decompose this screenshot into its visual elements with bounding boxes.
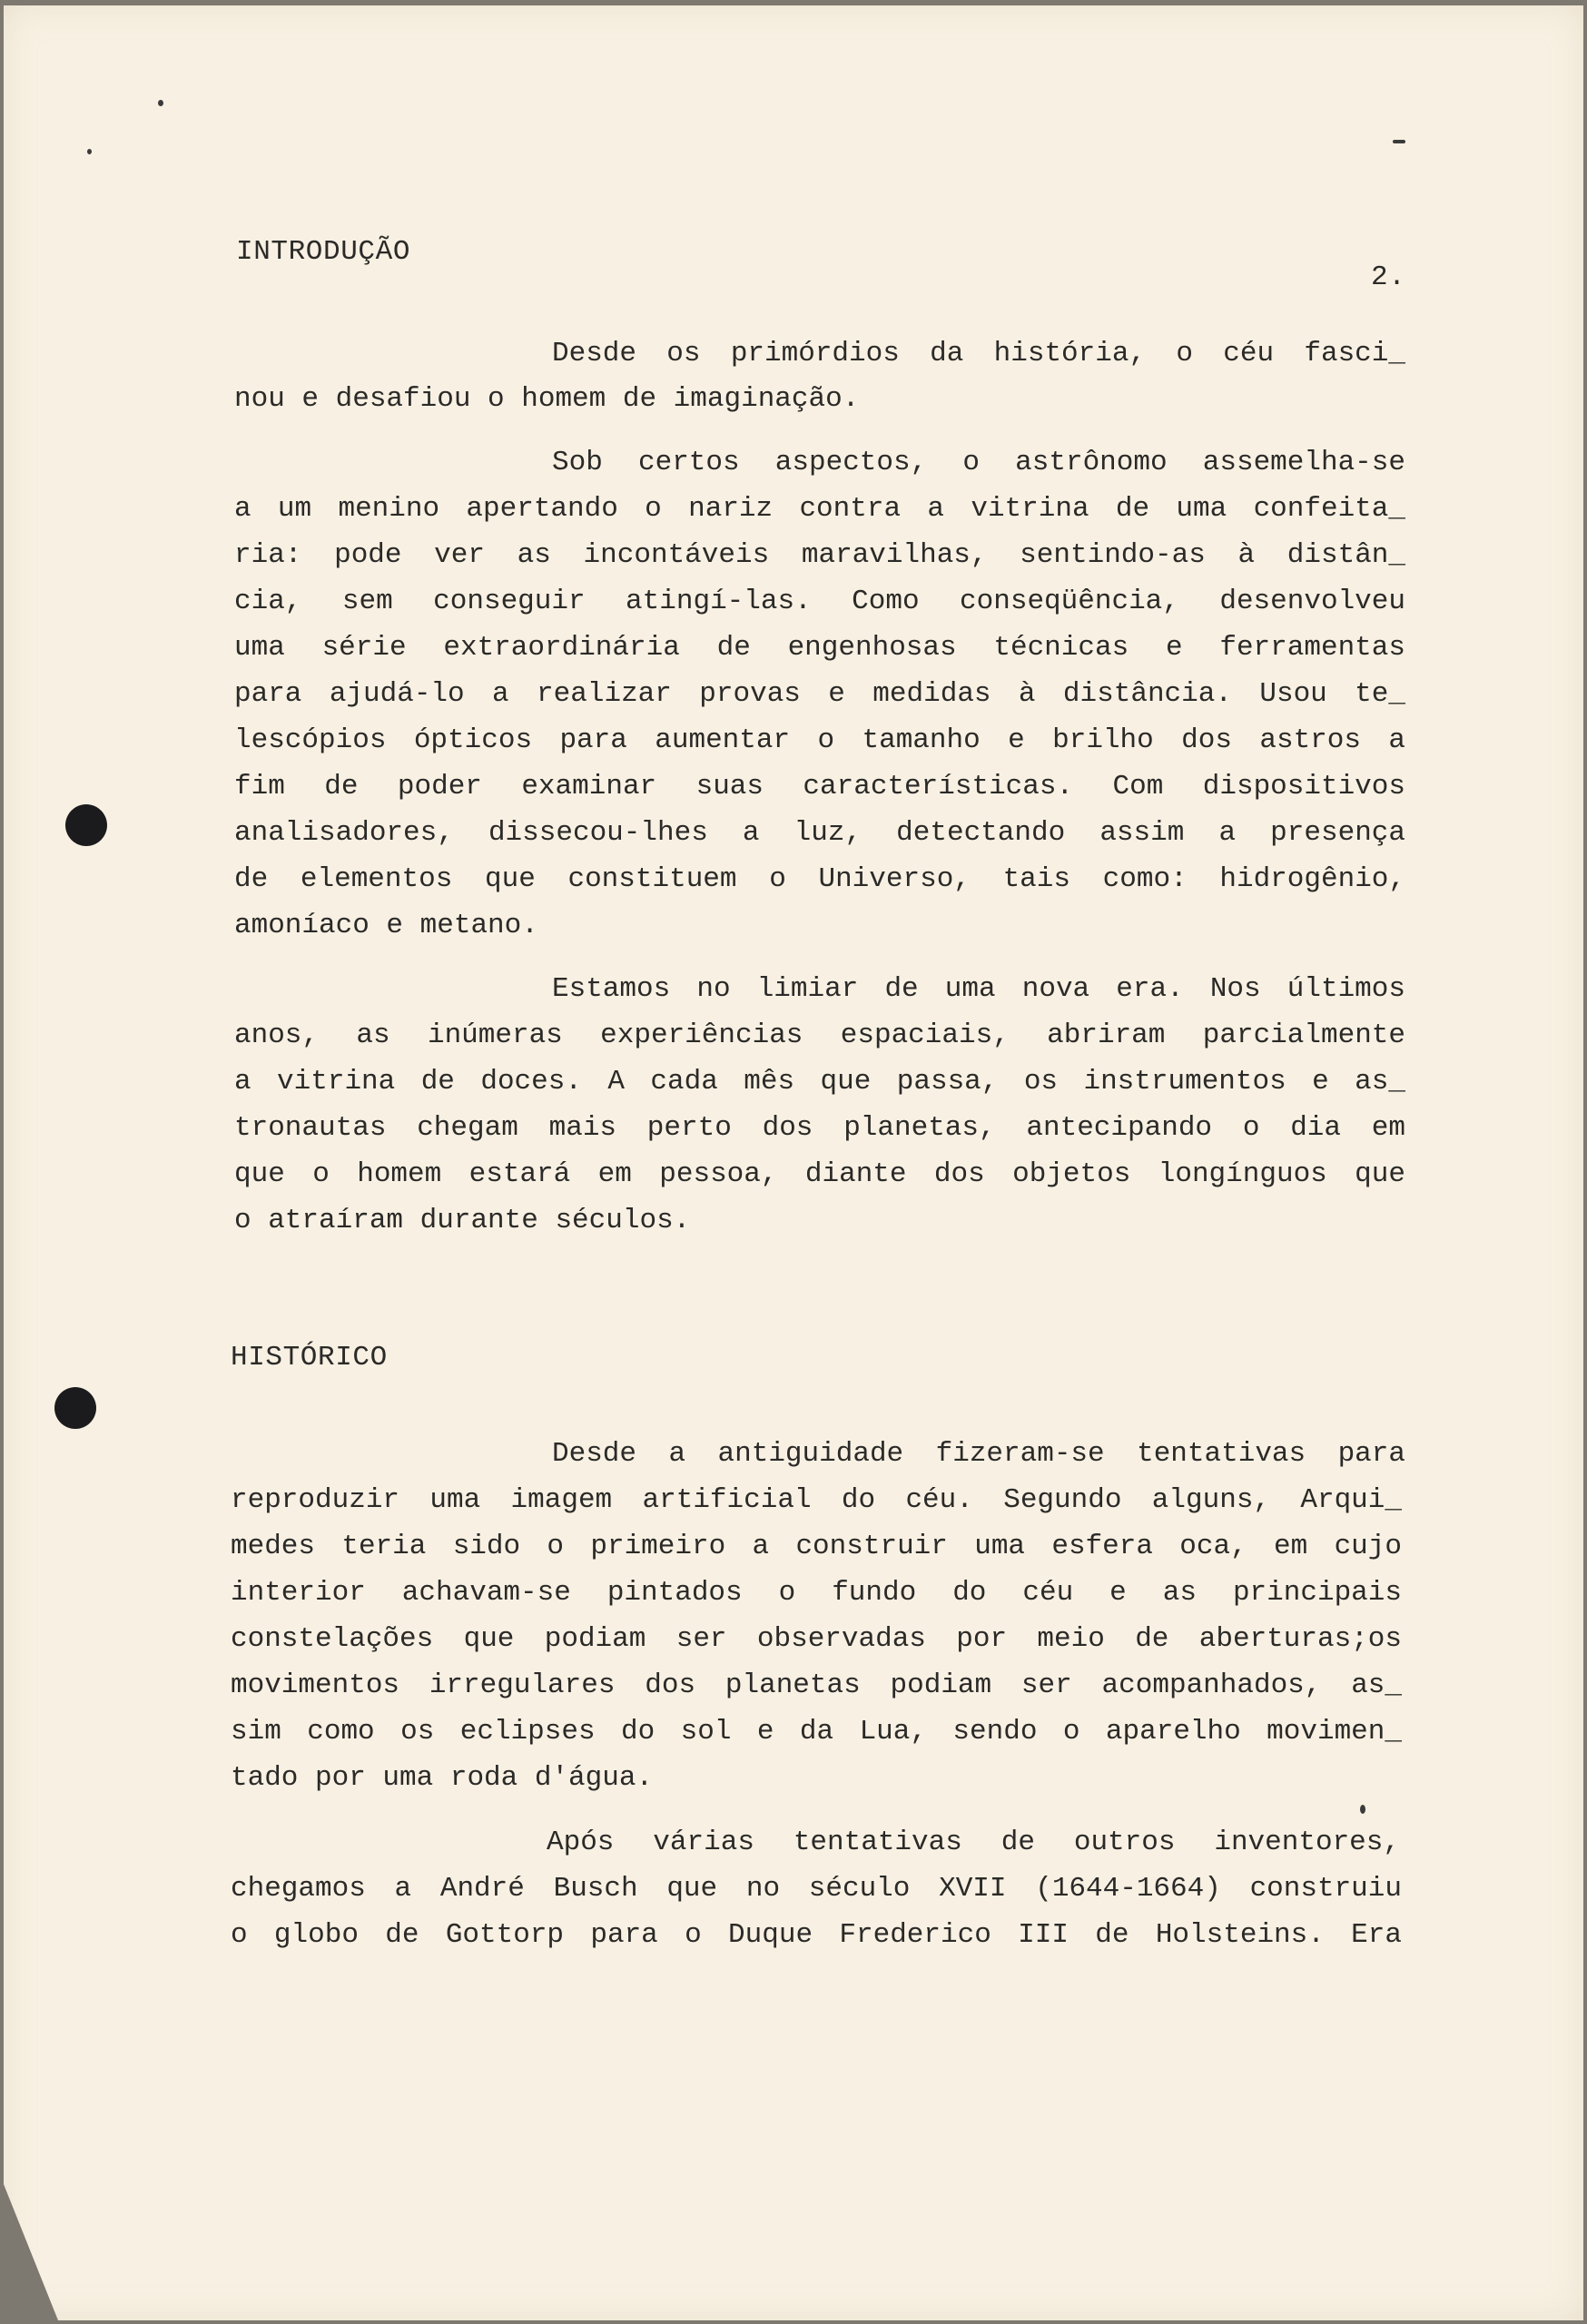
text-line: analisadores, dissecou-lhes a luz, detectando assim a presença [234,817,1405,849]
text-line: o globo de Gottorp para o Duque Frederico III de Holsteins. Era [231,1919,1402,1951]
text-line: uma série extraordinária de engenhosas técnicas e ferramentas [234,632,1405,664]
punch-hole-icon [54,1387,96,1429]
text-line: chegamos a André Busch que no século XVII (1644-1664) construiu [231,1873,1402,1905]
text-line: Estamos no limiar de uma nova era. Nos últimos [552,973,1405,1005]
text-line: que o homem estará em pessoa, diante dos objetos longínguos que [234,1158,1405,1190]
text-line: ria: pode ver as incontáveis maravilhas, sentindo-as à distân_ [234,539,1405,571]
section-heading: INTRODUÇÃO [236,236,411,268]
text-line: sim como os eclipses do sol e da Lua, sendo o aparelho movimen_ [231,1716,1402,1748]
text-line: de elementos que constituem o Universo, tais como: hidrogênio, [234,863,1405,895]
text-line: a vitrina de doces. A cada mês que passa, os instrumentos e as_ [234,1066,1405,1098]
page-number: 2. [1371,261,1406,293]
text-line: lescópios ópticos para aumentar o tamanho e brilho dos astros a [234,724,1405,756]
text-line: nou e desafiou o homem de imaginação. [234,383,860,415]
text-line: o atraíram durante séculos. [234,1205,691,1236]
document-page [4,5,1583,2320]
text-line: Sob certos aspectos, o astrônomo assemelha-se [552,447,1405,478]
paper-speck [1393,140,1405,143]
paper-speck [87,149,92,154]
text-line: cia, sem conseguir atingí-las. Como conseqüência, desenvolveu [234,586,1405,617]
text-line: Após várias tentativas de outros inventores, [547,1827,1400,1858]
text-line: interior achavam-se pintados o fundo do céu e as principais [231,1577,1402,1609]
paper-speck [158,100,163,106]
text-line: para ajudá-lo a realizar provas e medidas à distância. Usou te_ [234,678,1405,710]
text-line: anos, as inúmeras experiências espaciais, abriram parcialmente [234,1019,1405,1051]
text-line: constelações que podiam ser observadas por meio de aberturas;os [231,1623,1402,1655]
text-line: a um menino apertando o nariz contra a vitrina de uma confeita_ [234,493,1405,525]
text-line: Desde os primórdios da história, o céu fasci_ [552,338,1405,369]
text-line: tronautas chegam mais perto dos planetas, antecipando o dia em [234,1112,1405,1144]
text-line: medes teria sido o primeiro a construir uma esfera oca, em cujo [231,1531,1402,1562]
text-line: tado por uma roda d'água. [231,1762,654,1794]
folded-corner [4,2184,58,2320]
text-line: Desde a antiguidade fizeram-se tentativas para [552,1438,1405,1470]
paper-speck [1360,1805,1365,1814]
text-line: fim de poder examinar suas características. Com dispositivos [234,771,1405,803]
text-line: amoníaco e metano. [234,910,538,941]
section-heading: HISTÓRICO [231,1342,388,1374]
text-line: movimentos irregulares dos planetas podiam ser acompanhados, as_ [231,1669,1402,1701]
punch-hole-icon [65,804,107,846]
text-line: reproduzir uma imagem artificial do céu. Segundo alguns, Arqui_ [231,1484,1402,1516]
